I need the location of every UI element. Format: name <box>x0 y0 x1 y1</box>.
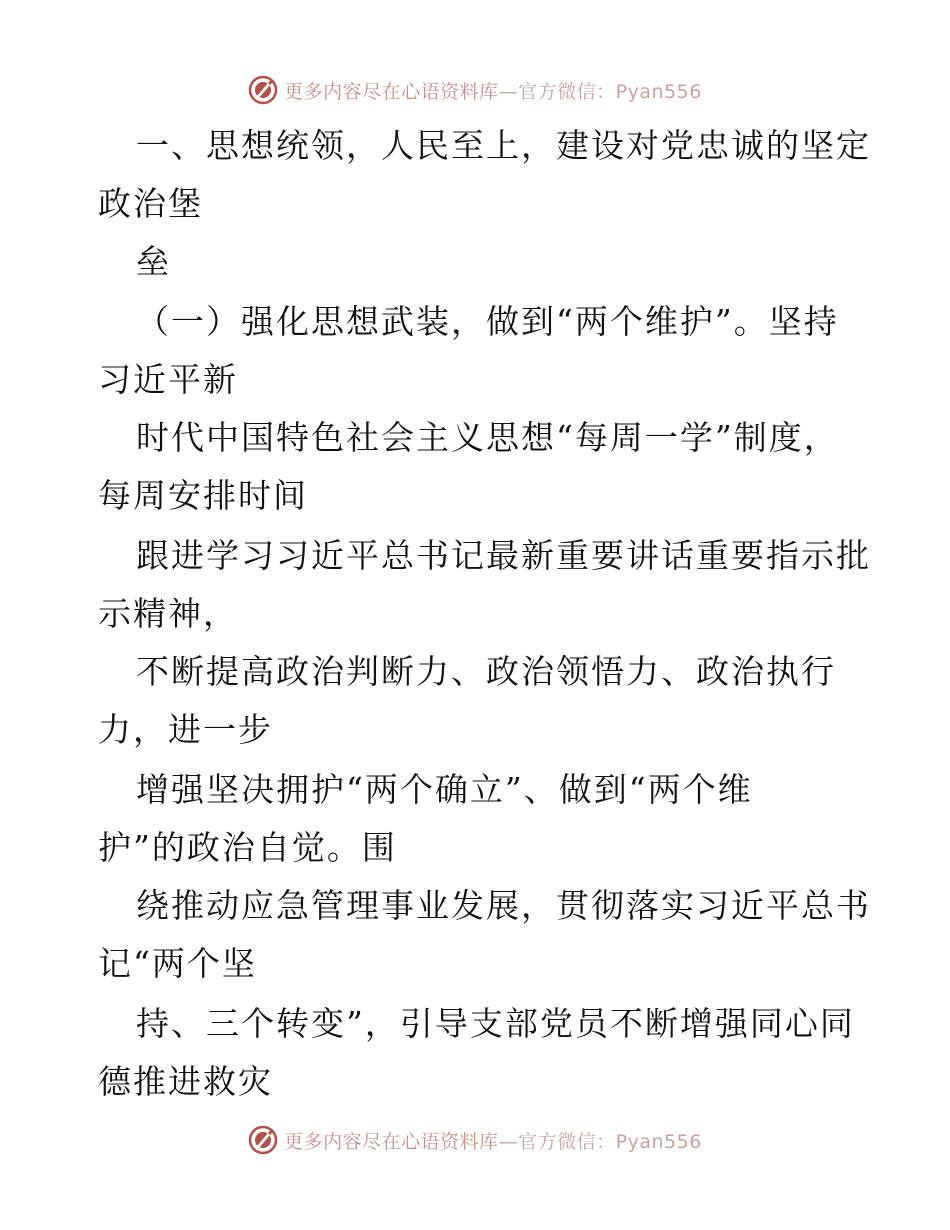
text-line: （一）强化思想武装，做到“两个维护”。坚持 <box>136 302 839 341</box>
text-line: 时代中国特色社会主义思想“每周一学”制度， <box>136 418 839 457</box>
text-line: 每周安排时间 <box>98 476 308 515</box>
text-line: 绕推动应急管理事业发展，贯彻落实习近平总书 <box>136 886 871 925</box>
text-line: 力，进一步 <box>98 710 273 749</box>
footer-watermark <box>0 1122 950 1158</box>
watermark-separator: — <box>498 80 519 103</box>
watermark-text <box>284 77 702 104</box>
watermark-separator: — <box>498 1130 519 1153</box>
text-line: 护”的政治自觉。围 <box>98 828 397 867</box>
text-line: 德推进救灾 <box>98 1062 273 1101</box>
text-line: 示精神， <box>98 594 238 633</box>
brand-logo-icon <box>248 1125 278 1155</box>
text-line: 垒 <box>136 242 171 281</box>
text-line: 跟进学习习近平总书记最新重要讲话重要指示批 <box>136 536 871 575</box>
watermark-contact: 官方微信：Pyan556 <box>518 1130 702 1153</box>
text-line: 记“两个坚 <box>98 944 257 983</box>
brand-logo-icon <box>248 75 278 105</box>
text-line: 增强坚决拥护“两个确立”、做到“两个维 <box>136 770 753 809</box>
text-line: 习近平新 <box>98 360 238 399</box>
watermark-main: 更多内容尽在心语资料库 <box>284 1130 499 1153</box>
watermark-text <box>284 1127 702 1154</box>
text-line: 不断提高政治判断力、政治领悟力、政治执行 <box>136 652 836 691</box>
watermark-main: 更多内容尽在心语资料库 <box>284 80 499 103</box>
watermark-contact: 官方微信：Pyan556 <box>518 80 702 103</box>
header-watermark <box>0 72 950 108</box>
text-line: 一、思想统领，人民至上，建设对党忠诚的坚定 <box>136 126 871 165</box>
text-line: 持、三个转变”，引导支部党员不断增强同心同 <box>136 1004 855 1043</box>
text-line: 政治堡 <box>98 184 203 223</box>
